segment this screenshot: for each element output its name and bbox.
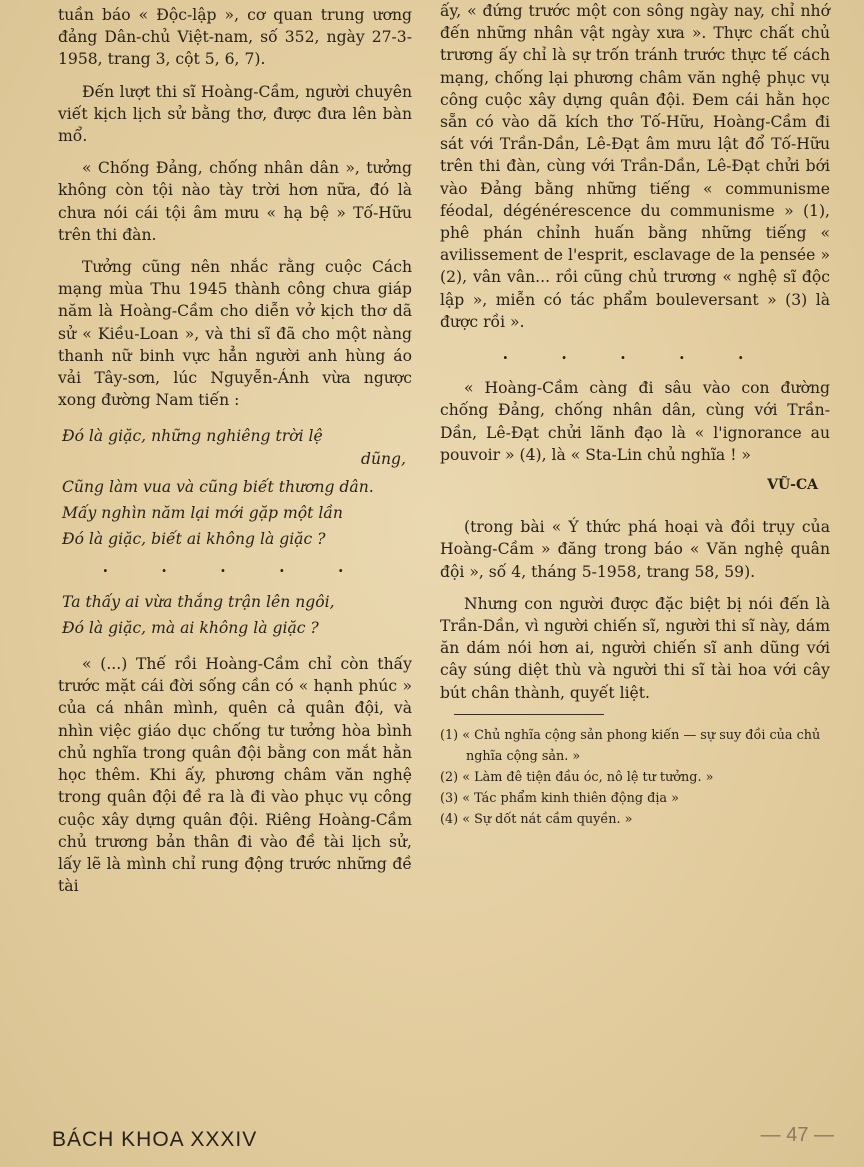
paragraph: tuần báo « Độc-lập », cơ quan trung ương đảng Dân-chủ Việt-nam, số 352, ngày 27-3-1958, trang 3, cột 5, 6, 7).: [58, 6, 412, 69]
verse-line: Đó là giặc, những nghiêng trời lệ: [62, 427, 323, 446]
footnote: (2) « Làm đê tiện đầu óc, nô lệ tư tưởng. »: [440, 769, 714, 785]
paragraph: Đến lượt thi sĩ Hoàng-Cầm, người chuyên viết kịch lịch sử bằng thơ, được đưa lên bàn mổ.: [58, 82, 412, 146]
left-column: [58, 0, 412, 907]
paragraph: Nhưng con người được đặc biệt bị nói đến là Trần-Dần, vì người chiến sĩ, người thi sĩ này, dám ăn dám nói hơn ai, người chiến sĩ anh dũng với cây súng diệt thù và người thi sĩ tài hoa với cây bút chân thành, quyết liệt.: [440, 594, 830, 702]
page-number: — 47 —: [760, 1124, 834, 1146]
right-column: [440, 0, 830, 830]
verse-line: Đó là giặc, mà ai không là giặc ?: [62, 618, 319, 637]
verse-line: Ta thấy ai vừa thắng trận lên ngôi,: [62, 592, 335, 611]
paragraph: ấy, « đứng trước một con sông ngày nay, chỉ nhớ đến những nhân vật ngày xưa ». Thực chất chủ trương ấy chỉ là sự trốn tránh trước thực tế cách mạng, chống lại phương châm văn nghệ phục vụ công cuộc xây dựng quân đội. Đem cái hằn học sẵn có vào dã kích thơ Tố-Hữu, Hoàng-Cầm đi sát với Trần-Dần, Lê-Đạt âm mưu lật đổ Tố-Hữu trên thi đàn, cùng với Trần-Dần, Lê-Đạt chửi bới vào Đảng bằng những tiếng « communisme féodal, dégénérescence du communisme » (1), phê phán chỉnh huấn bằng những tiếng « avilissement de l'esprit, esclavage de la pensée » (2), vân vân... rồi cũng chủ trương « nghệ sĩ độc lập », miễn có tác phẩm bouleversant » (3) là được rồi ».: [440, 2, 830, 331]
verse-line: Đó là giặc, biết ai không là giặc ?: [62, 530, 326, 549]
verse-line: Mấy nghìn năm lại mới gặp một lần: [62, 504, 343, 523]
verse-line: dũng,: [360, 449, 406, 468]
footnote: (4) « Sự dốt nát cầm quyền. »: [440, 811, 633, 827]
paragraph: « Chống Đảng, chống nhân dân », tưởng không còn tội nào tày trời hơn nữa, đó là chưa nói cái tội âm mưu « hạ bệ » Tố-Hữu trên thi đàn.: [58, 159, 412, 244]
source-citation: (trong bài « Ý thức phá hoại và đồi trụy của Hoàng-Cầm » đăng trong báo « Văn nghệ quân đội », số 4, tháng 5-1958, trang 58, 59).: [440, 518, 830, 581]
paragraph: « (...) Thế rồi Hoàng-Cầm chỉ còn thấy trước mặt cái đời sống cần có « hạnh phúc » của cá nhân mình, quên cả quân đội, và nhìn việc giáo dục chống tư tưởng hòa bình chủ nghĩa trong quân đội bằng con mắt hằn học thêm. Khi ấy, phương châm văn nghệ trong quân đội đề ra là đi vào phục vụ công cuộc xây dựng quân đội. Riêng Hoàng-Cầm chủ trương bản thân đi vào đề tài lịch sử, lấy lẽ là mình chỉ rung động trước những đề tài: [58, 655, 412, 896]
footnote-divider: [454, 714, 604, 715]
ellipsis-divider: . . . . .: [102, 557, 368, 577]
paragraph: « Hoàng-Cầm càng đi sâu vào con đường chống Đảng, chống nhân dân, cùng với Trần-Dần, Lê-Đạt chửi lãnh đạo là « l'ignorance au pouvoir » (4), là « Sta-Lin chủ nghĩa ! »: [440, 379, 830, 464]
footnote: (3) « Tác phẩm kinh thiên động địa »: [440, 790, 679, 806]
verse-block: [62, 591, 412, 639]
journal-name: BÁCH KHOA XXXIV: [52, 1128, 258, 1151]
author-signature: VŨ-CA: [767, 477, 818, 494]
footnote: (1) « Chủ nghĩa cộng sản phong kiến — sự suy đồi của chủ nghĩa cộng sản. »: [440, 727, 821, 764]
verse-line: Cũng làm vua và cũng biết thương dân.: [62, 477, 374, 496]
paragraph: Tưởng cũng nên nhắc rằng cuộc Cách mạng mùa Thu 1945 thành công chưa giáp năm là Hoàng-Cầm cho diễn vở kịch thơ dã sử « Kiều-Loan », và thi sĩ đã cho một nàng thanh nữ binh vực hẳn người anh hùng áo vải Tây-sơn, lúc Nguyễn-Ánh vừa ngược xong đường Nam tiến :: [58, 258, 412, 410]
verse-block: [62, 425, 412, 550]
ellipsis-divider: . . . . .: [502, 344, 768, 364]
